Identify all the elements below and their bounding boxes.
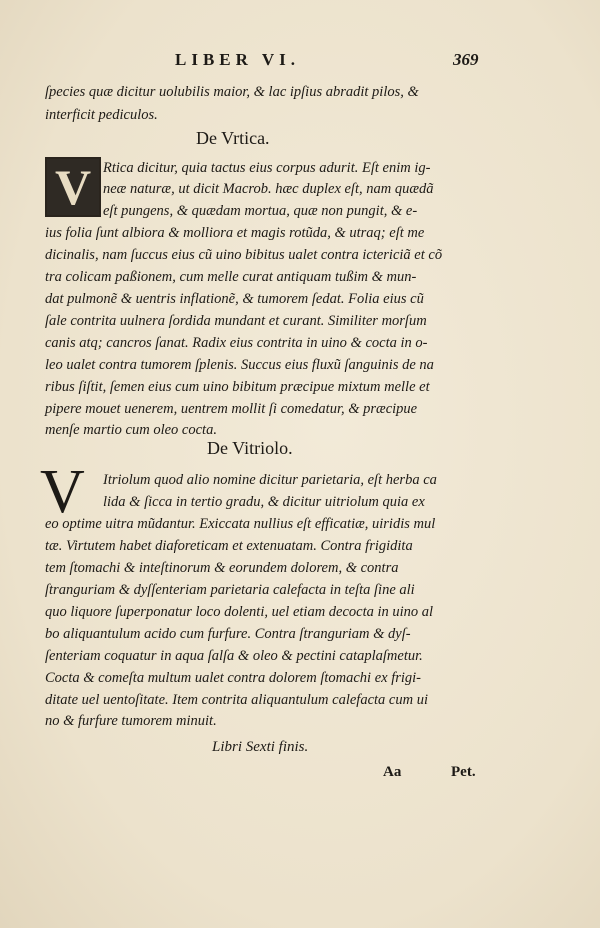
text-line: tæ. Virtutem habet diaforeticam et extenuatam. Contra frigidita <box>45 538 413 554</box>
running-head: LIBER VI. <box>175 50 300 69</box>
text-line: ius folia ſunt albiora & molliora et magis rotũda, & utraq; eſt me <box>45 225 425 241</box>
text-line: ſenteriam coquatur in aqua ſalſa & oleo & pectini cataplaſmetur. <box>45 648 423 664</box>
text-line: canis atq; cancros ſanat. Radix eius contrita in uino & cocta in o- <box>45 335 428 351</box>
text-line: eſt pungens, & quædam mortua, quæ non pungit, & e- <box>103 203 418 219</box>
text-line: Cocta & comeſta multum ualet contra dolorem ſtomachi ex frigi- <box>45 670 422 686</box>
catchword: Pet. <box>451 764 476 780</box>
text-line: dicinalis, nam ſuccus eius cũ uino bibitus ualet contra ictericiã et cõ <box>45 247 443 263</box>
text-line: bo aliquantulum acido cum furfure. Contra ſtranguriam & dyſ- <box>45 626 411 642</box>
text-line: neæ naturæ, ut dicit Macrob. hæc duplex eſt, nam quædã <box>103 181 434 197</box>
text-line: ſtranguriam & dyſſenteriam parietaria calefacta in teſta ſine ali <box>45 582 415 598</box>
text-line: dat pulmonẽ & uentris inflationẽ, & tumorem ſedat. Folia eius cũ <box>45 291 424 307</box>
text-line: quo liquore ſuperponatur loco dolenti, uel etiam decocta in uino al <box>45 604 434 620</box>
text-line: Itriolum quod alio nomine dicitur parietaria, eſt herba ca <box>103 472 437 488</box>
section-heading-vitriolo: De Vitriolo. <box>207 438 293 458</box>
folio-number: 369 <box>453 50 479 69</box>
text-line: ſpecies quæ dicitur uolubilis maior, & lac ipſius abradit pilos, & <box>45 84 419 100</box>
initial-letter: V <box>54 159 92 215</box>
text-line: ſale contrita uulnera ſordida mundant et curant. Similiter morſum <box>45 313 427 329</box>
initial-letter-large: V <box>40 458 85 526</box>
text-line: pipere mouet uenerem, uentrem mollit ſi comedatur, & præcipue <box>45 401 418 417</box>
text-line: lida & ſicca in tertio gradu, & dicitur uitriolum quia ex <box>103 494 425 510</box>
book-finis: Libri Sexti finis. <box>212 739 309 755</box>
decorated-initial <box>45 157 101 217</box>
text-line: ditate uel uentoſitate. Item contrita aliquantulum calefacta cum ui <box>45 692 428 708</box>
text-line: eo optime uitra mũdantur. Exiccata nullius eſt efficatiæ, uiridis mul <box>45 516 436 532</box>
text-line: menſe martio cum oleo cocta. <box>45 422 217 438</box>
text-line: tem ſtomachi & inteſtinorum & eorundem dolorem, & contra <box>45 560 399 576</box>
signature-mark: Aa <box>383 764 402 780</box>
text-line: no & furfure tumorem minuit. <box>45 713 217 729</box>
text-line: ribus ſiſtit, ſemen eius cum uino bibitum præcipue mixtum melle et <box>45 379 430 395</box>
text-line: leo ualet contra tumorem ſplenis. Succus eius fluxũ ſanguinis de na <box>45 357 434 373</box>
section-heading-urtica: De Vrtica. <box>196 128 270 148</box>
text-line: interficit pediculos. <box>45 107 158 123</box>
page-header <box>0 50 600 74</box>
text-line: Rtica dicitur, quia tactus eius corpus adurit. Eſt enim ig- <box>103 160 431 176</box>
text-line: tra colicam paßionem, cum melle curat antiquam tußim & mun- <box>45 269 417 285</box>
